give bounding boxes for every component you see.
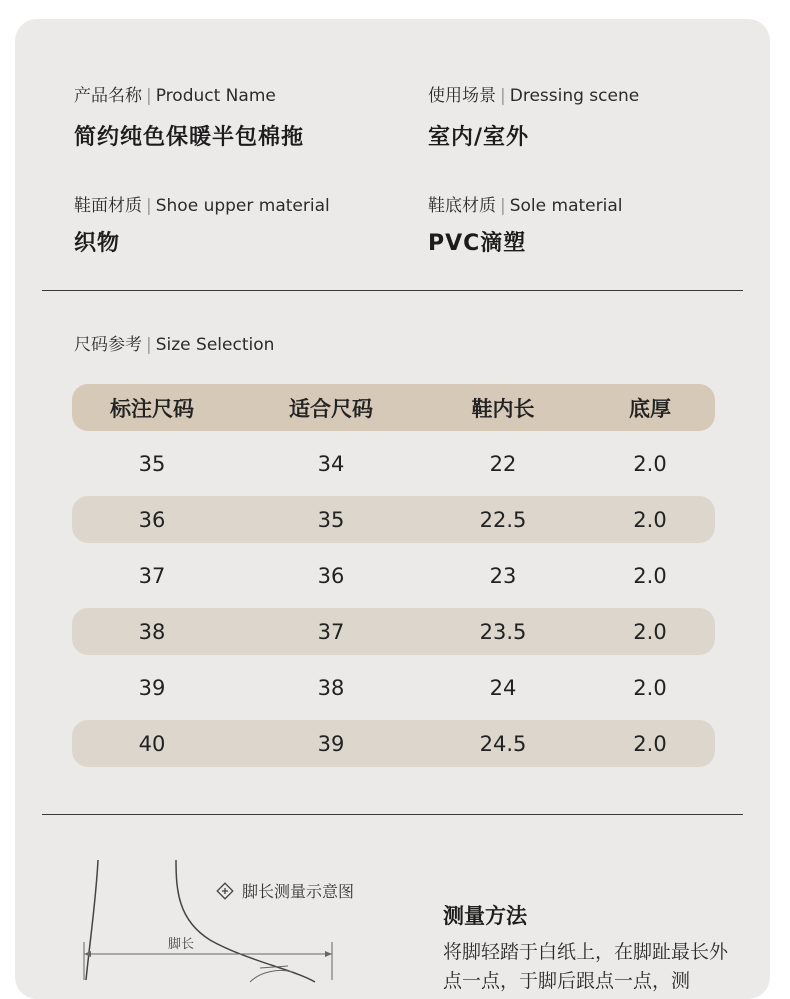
info-value: 织物 [74, 231, 121, 256]
table-row [72, 552, 715, 599]
info-dressing-scene: 使用场景 | Dressing scene 室内/室外 [428, 86, 640, 150]
info-label-cn: 使用场景 [428, 86, 496, 106]
diamond-plus-icon [216, 882, 234, 900]
table-cell: 2.0 [633, 675, 667, 700]
table-cell: 38 [138, 619, 166, 644]
diagram-title-text: 脚长测量示意图 [242, 882, 355, 901]
info-label-en: Shoe upper material [155, 196, 330, 216]
table-row [72, 664, 715, 711]
table-cell: 34 [317, 451, 345, 476]
table-cell: 22.5 [479, 507, 527, 532]
foot-diagram [60, 850, 400, 990]
measure-arrow-right [325, 951, 332, 957]
info-upper-material: 鞋面材质 | Shoe upper material 织物 [74, 196, 330, 256]
info-value: PVC滴塑 [428, 231, 527, 256]
foot-toe-line [250, 970, 292, 982]
measure-arrow-left [84, 951, 91, 957]
table-cell: 40 [138, 731, 166, 756]
foot-outline-back [86, 860, 98, 980]
size-label-en: Size Selection [155, 335, 275, 355]
table-cell: 39 [317, 731, 345, 756]
table-cell: 2.0 [633, 619, 667, 644]
divider [42, 814, 743, 815]
table-cell: 2.0 [633, 507, 667, 532]
diagram-label: 脚长 [168, 937, 195, 952]
table-header-cell: 适合尺码 [289, 396, 373, 421]
table-cell: 37 [317, 619, 345, 644]
info-label-cn: 鞋面材质 [74, 196, 142, 216]
table-cell: 36 [317, 563, 345, 588]
table-row [72, 720, 715, 767]
table-cell: 37 [138, 563, 166, 588]
info-value: 简约纯色保暖半包棉拖 [74, 125, 305, 150]
divider [42, 290, 743, 291]
table-row [72, 496, 715, 543]
table-cell: 38 [317, 675, 345, 700]
method-text: 将脚轻踏于白纸上，在脚趾最长外点一点，于脚后跟点一点，测 [443, 941, 729, 992]
table-cell: 23 [489, 563, 517, 588]
table-cell: 24 [489, 675, 517, 700]
table-cell: 39 [138, 675, 166, 700]
info-label-en: Sole material [509, 196, 623, 216]
size-label-cn: 尺码参考 [74, 335, 142, 355]
table-cell: 35 [138, 451, 166, 476]
table-header-cell: 鞋内长 [471, 396, 535, 421]
table-cell: 35 [317, 507, 345, 532]
table-header-row [72, 384, 715, 431]
table-cell: 36 [138, 507, 166, 532]
info-label-en: Dressing scene [509, 86, 640, 106]
table-row [72, 608, 715, 655]
method-title: 测量方法 [443, 904, 527, 928]
info-value: 室内/室外 [428, 125, 530, 150]
info-label-cn: 产品名称 [74, 86, 142, 106]
size-section-label: 尺码参考 | Size Selection [74, 335, 275, 355]
table-header-cell: 标注尺码 [110, 396, 194, 421]
table-cell: 2.0 [633, 563, 667, 588]
table-cell: 2.0 [633, 451, 667, 476]
table-cell: 2.0 [633, 731, 667, 756]
table-cell: 22 [489, 451, 517, 476]
table-header-cell: 底厚 [629, 396, 671, 421]
table-row [72, 440, 715, 487]
info-sole-material: 鞋底材质 | Sole material PVC滴塑 [428, 196, 623, 256]
table-cell: 23.5 [479, 619, 527, 644]
info-label-cn: 鞋底材质 [428, 196, 496, 216]
info-product-name: 产品名称 | Product Name 简约纯色保暖半包棉拖 [74, 86, 305, 150]
info-label-en: Product Name [155, 86, 276, 106]
table-cell: 24.5 [479, 731, 527, 756]
size-table [72, 384, 715, 776]
diagram-title [216, 879, 354, 902]
